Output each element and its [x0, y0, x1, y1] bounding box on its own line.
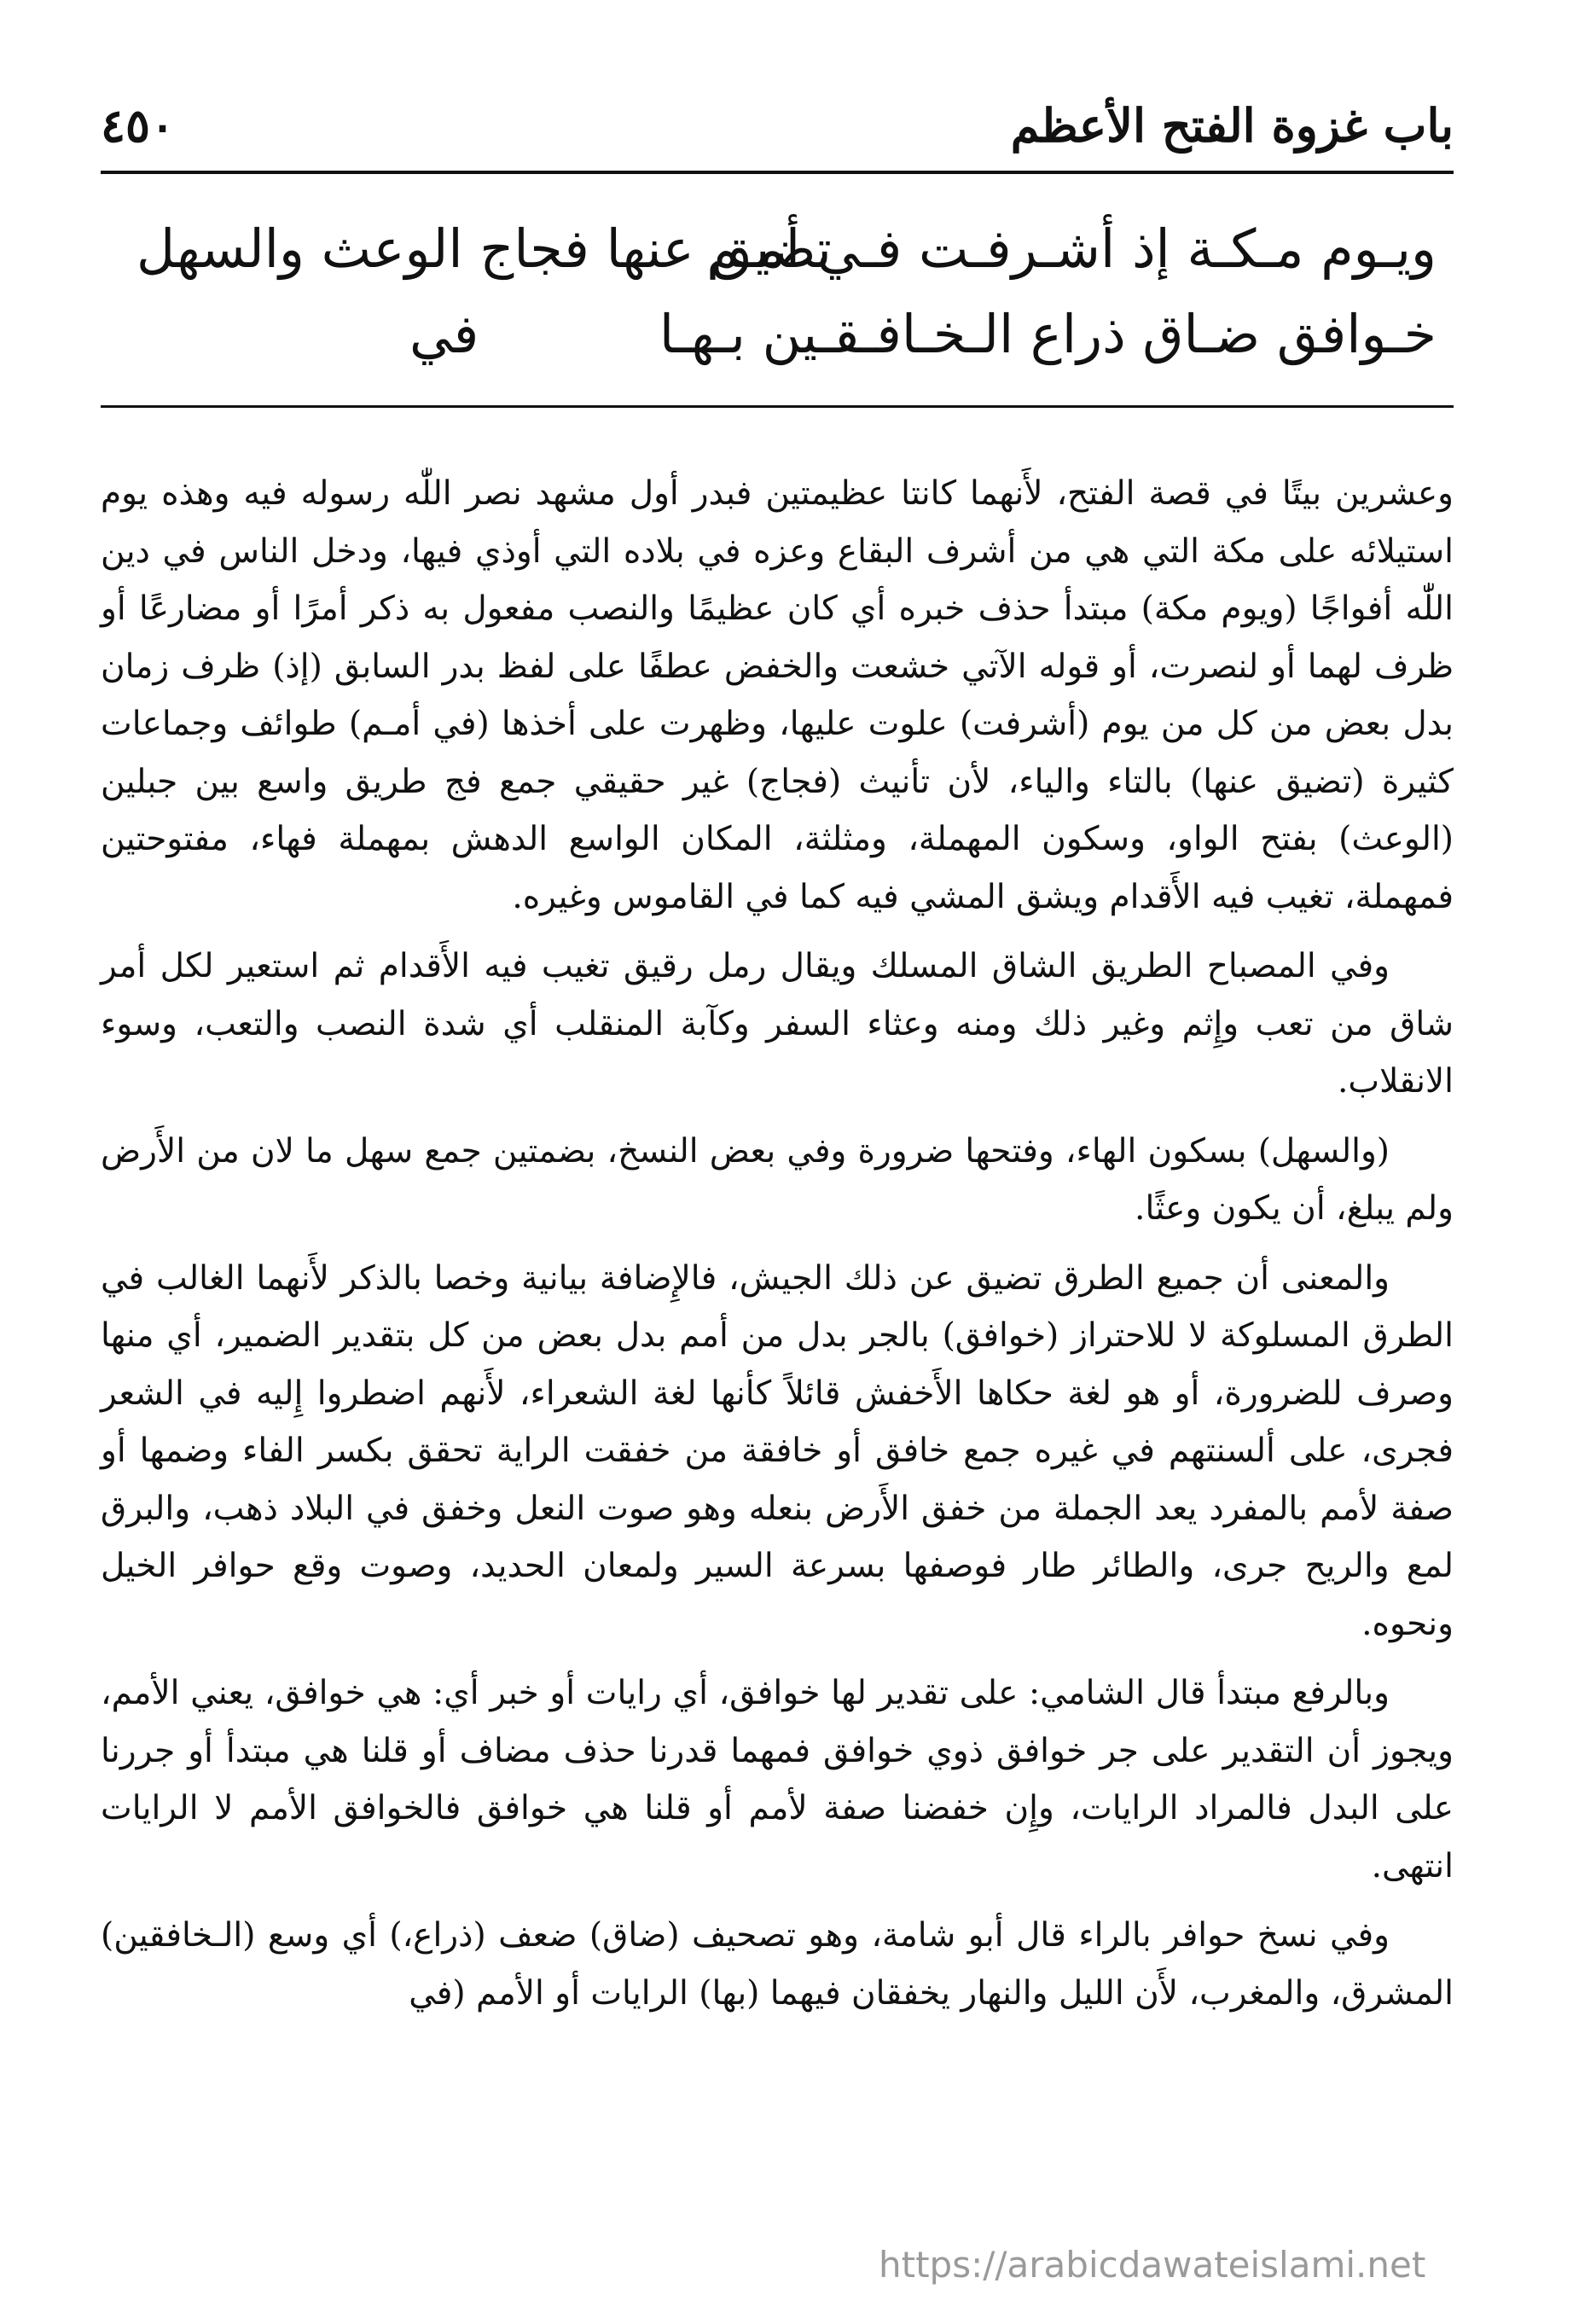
paragraph: (والسهل) بسكون الهاء، وفتحها ضرورة وفي بعض النسخ، بضمتين جمع سهل ما لان من الأَرض ولم يبلغ، أن يكون وعثًا. — [101, 1131, 1454, 1228]
paragraph: وعشرين بيتًا في قصة الفتح، لأَنهما كانتا عظيمتين فبدر أول مشهد نصر اللّٰه رسوله فيه وهذه يوم استيلائه على مكة التي هي من أشرف البقاع وعزه في بلاده التي أوذي فيها، ودخل الناس في دين اللّٰه أفواجًا (ويوم مكة) مبتدأ حذف خبره أي كان عظيمًا والنصب مفعول به ذكر أمرًا أو مضارعًا أو ظرف لهما أو لنصرت، أو قوله الآتي خشعت والخفض عطفًا على لفظ بدر السابق (إذ) ظرف زمان بدل بعض من كل من يوم (أشرفت) علوت عليها، وظهرت على أخذها (في أمـم) طوائف وجماعات كثيرة (تضيق عنها) بالتاء والياء، لأن تأنيث (فجاج) غير حقيقي جمع فج طريق واسع بين جبلين (الوعث) بفتح الواو، وسكون المهملة، ومثلثة، المكان الواسع الدهش بمهملة فهاء، مفتوحتين فمهملة، تغيب فيه الأَقدام ويشق المشي فيه كما في القاموس وغيره. — [101, 474, 1454, 916]
paragraph: وبالرفع مبتدأ قال الشامي: على تقدير لها خوافق، أي رايات أو خبر أي: هي خوافق، يعني الأمم، ويجوز أن التقدير على جر خوافق ذوي خوافق فمهما قدرنا حذف مضاف أو قلنا هي مبتدأ أو جررنا على البدل فالمراد الرايات، وإِن خفضنا صفة لأمم أو قلنا هي خوافق فالخوافق الأمم لا الرايات انتهى. — [101, 1674, 1454, 1885]
page-header — [101, 98, 1454, 158]
poem-hemistich: في — [409, 303, 479, 365]
watermark-url: https://arabicdawateislami.net — [879, 2244, 1426, 2286]
chapter-title: باب غزوة الفتح الأعظم — [1010, 98, 1454, 153]
header-divider — [101, 171, 1454, 174]
paragraph: والمعنى أن جميع الطرق تضيق عن ذلك الجيش، فالإِضافة بيانية وخصا بالذكر لأَنهما الغالب في الطرق المسلوكة لا للاحتراز (خوافق) بالجر بدل من أمم بدل بعض من كل بتقدير الضمير، أي منها وصرف للضرورة، أو هو لغة حكاها الأَخفش قائلاً كأنها لغة الشعراء، لأَنهم اضطروا إِليه في الشعر فجرى، على ألسنتهم في غيره جمع خافق أو خافقة من خفقت الراية تحقق بكسر الفاء وضمها أو صفة لأمم بالمفرد يعد الجملة من خفق الأَرض بنعله وهو صوت النعل وخفق في البلاد ذهب، والبرق لمع والريح جرى، والطائر طار فوصفها بسرعة السير ولمعان الحديد، وصوت وقع حوافر الخيل ونحوه. — [101, 1258, 1454, 1643]
poem-line-1 — [136, 218, 1437, 303]
poem-line-2 — [136, 303, 1437, 388]
commentary-body — [101, 465, 1454, 2022]
poem-hemistich: تضيق عنها فجاج الوعث والسهل — [136, 218, 832, 280]
poem-divider — [101, 405, 1454, 408]
poem-hemistich: ويـوم مـكـة إذ أشـرفـت فـي أمـم — [706, 218, 1437, 280]
page-number: ٤٥٠ — [101, 98, 176, 153]
poem-hemistich: خـوافق ضـاق ذراع الـخـافـقـين بـهـا — [659, 303, 1437, 365]
paragraph: وفي المصباح الطريق الشاق المسلك ويقال رمل رقيق تغيب فيه الأَقدام ثم استعير لكل أمر شاق من تعب وإِثم وغير ذلك ومنه وعثاء السفر وكآبة المنقلب أي شدة النصب والتعب، وسوء الانقلاب. — [101, 947, 1454, 1101]
poem-block — [136, 218, 1437, 388]
paragraph: وفي نسخ حوافر بالراء قال أبو شامة، وهو تصحيف (ضاق) ضعف (ذراع،) أي وسع (الـخافقين) المشرق، والمغرب، لأَن الليل والنهار يخفقان فيهما (بها) الرايات أو الأمم (في — [101, 1916, 1454, 2013]
